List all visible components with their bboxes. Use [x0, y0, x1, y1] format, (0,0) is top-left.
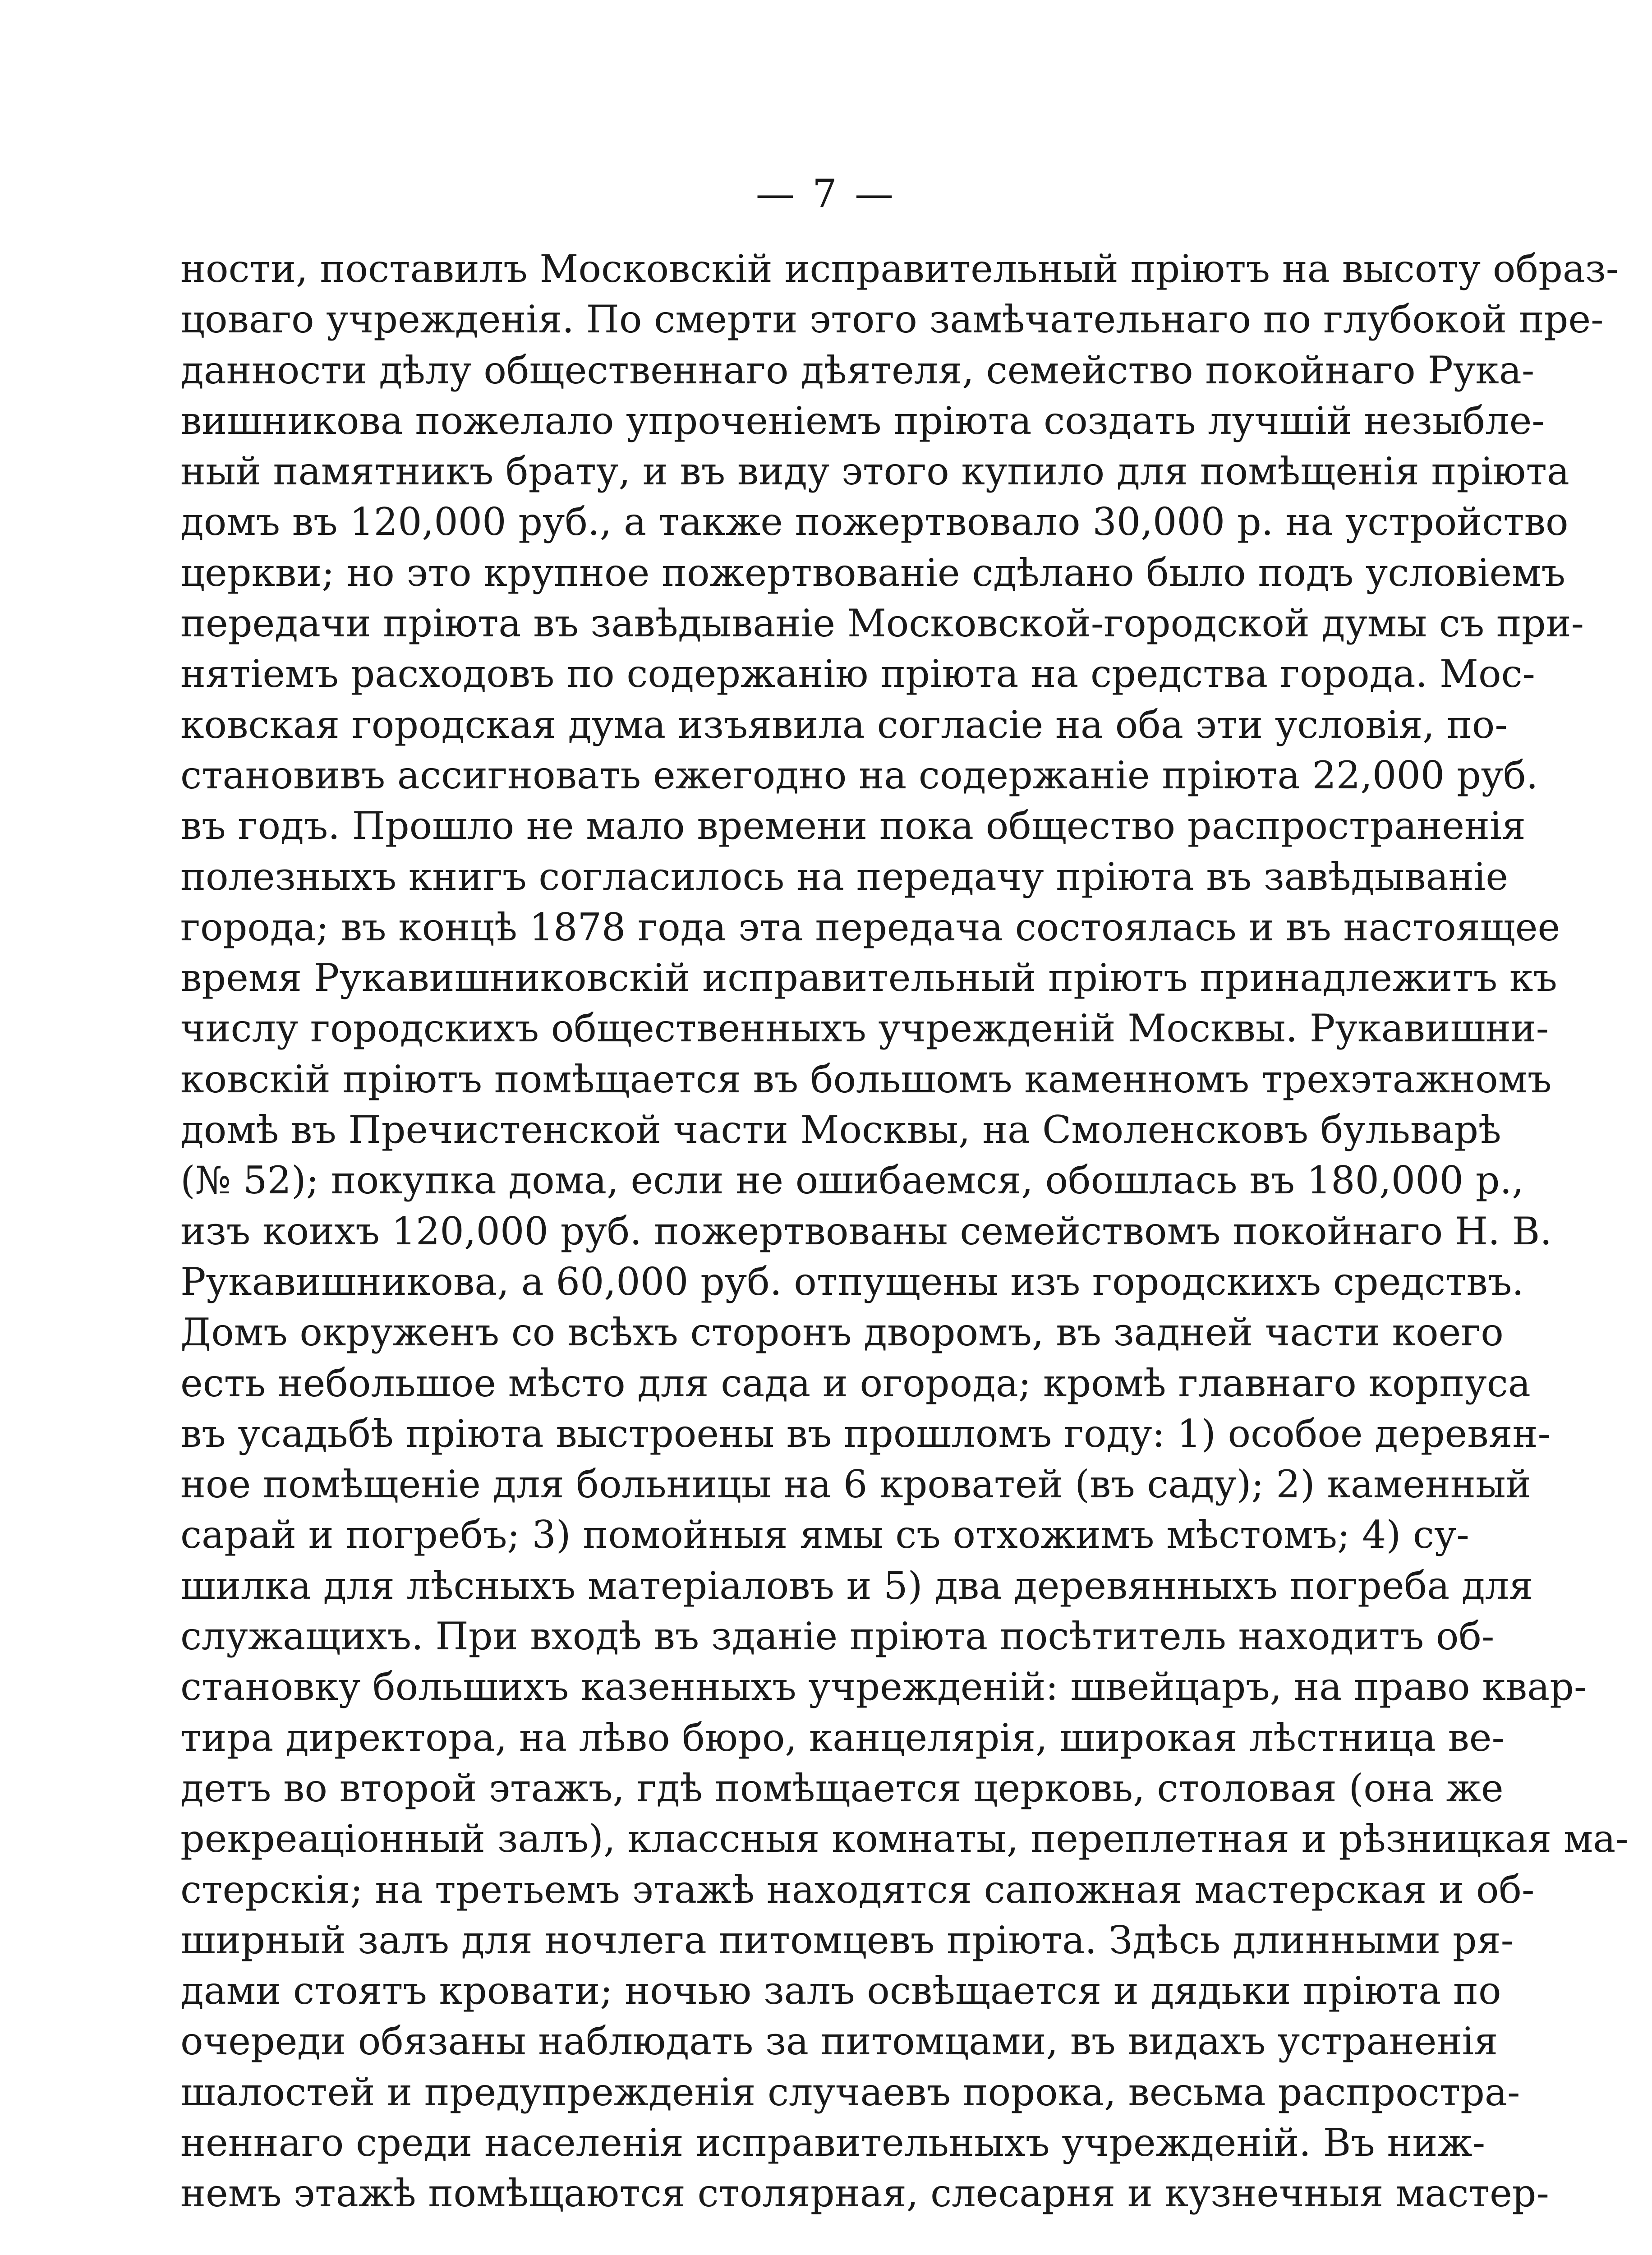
text-line: есть небольшое мѣсто для сада и огорода; кромѣ главнаго корпуса [180, 1361, 1531, 1405]
text-line: очереди обязаны наблюдать за питомцами, въ видахъ устраненія [180, 2019, 1498, 2064]
text-line: Рукавишникова, а 60,000 руб. отпущены изъ городскихъ средствъ. [180, 1259, 1524, 1304]
text-line: числу городскихъ общественныхъ учрежденій Москвы. Рукавишни- [180, 1006, 1549, 1051]
text-line: рекреаціонный залъ), классныя комнаты, переплетная и рѣзницкая ма- [180, 1817, 1629, 1861]
text-line: ковскій пріютъ помѣщается въ большомъ каменномъ трехэтажномъ [180, 1057, 1552, 1101]
text-line: становку большихъ казенныхъ учрежденій: швейцаръ, на право квар- [180, 1665, 1587, 1709]
text-line: детъ во второй этажъ, гдѣ помѣщается церковь, столовая (она же [180, 1766, 1504, 1810]
text-line: ковская городская дума изъявила согласіе на оба эти условія, по- [180, 702, 1508, 747]
text-line: въ годъ. Прошло не мало времени пока общество распространенія [180, 804, 1526, 848]
text-line: сарай и погребъ; 3) помойныя ямы съ отхожимъ мѣстомъ; 4) су- [180, 1513, 1469, 1557]
text-line: вишникова пожелало упроченіемъ пріюта создать лучшій незыбле- [180, 398, 1545, 443]
text-line: шалостей и предупрежденія случаевъ порока, весьма распростра- [180, 2070, 1520, 2114]
text-line: время Рукавишниковскій исправительный пріютъ принадлежитъ къ [180, 956, 1557, 1000]
text-line: служащихъ. При входѣ въ зданіе пріюта посѣтитель находитъ об- [180, 1614, 1495, 1659]
text-line: домъ въ 120,000 руб., а также пожертвовало 30,000 р. на устройство [180, 500, 1569, 544]
text-line: дами стоятъ кровати; ночью залъ освѣщается и дядьки пріюта по [180, 1969, 1501, 2013]
text-line: церкви; но это крупное пожертвованіе сдѣлано было подъ условіемъ [180, 550, 1565, 595]
page-number: — 7 — [755, 171, 897, 216]
text-line: тира директора, на лѣво бюро, канцелярія, широкая лѣстница ве- [180, 1715, 1505, 1760]
text-line: ный памятникъ брату, и въ виду этого купило для помѣщенія пріюта [180, 449, 1569, 494]
text-line: города; въ концѣ 1878 года эта передача состоялась и въ настоящее [180, 905, 1560, 949]
text-line: (№ 52); покупка дома, если не ошибаемся, обошлась въ 180,000 р., [180, 1158, 1524, 1203]
text-line: шилка для лѣсныхъ матеріаловъ и 5) два деревянныхъ погреба для [180, 1563, 1533, 1608]
text-line: ное помѣщеніе для больницы на 6 кроватей (въ саду); 2) каменный [180, 1462, 1531, 1507]
text-line: немъ этажѣ помѣщаются столярная, слесарня и кузнечныя мастер- [180, 2171, 1549, 2216]
text-line: изъ коихъ 120,000 руб. пожертвованы семействомъ покойнаго Н. В. [180, 1209, 1552, 1253]
text-line: данности дѣлу общественнаго дѣятеля, семейство покойнаго Рука- [180, 348, 1535, 392]
text-line: полезныхъ книгъ согласилось на передачу пріюта въ завѣдываніе [180, 854, 1509, 899]
text-line: ности, поставилъ Московскій исправительный пріютъ на высоту образ- [180, 247, 1619, 291]
text-line: цоваго учрежденія. По смерти этого замѣчательнаго по глубокой пре- [180, 297, 1604, 342]
text-line: Домъ окруженъ со всѣхъ сторонъ дворомъ, въ задней части коего [180, 1310, 1504, 1355]
text-line: передачи пріюта въ завѣдываніе Московской-городской думы съ при- [180, 601, 1584, 646]
text-line: неннаго среди населенія исправительныхъ учрежденій. Въ ниж- [180, 2120, 1486, 2165]
text-line: домѣ въ Пречистенской части Москвы, на Смоленсковъ бульварѣ [180, 1108, 1501, 1152]
body-text [180, 244, 1629, 2219]
text-line: становивъ ассигновать ежегодно на содержаніе пріюта 22,000 руб. [180, 753, 1538, 797]
text-line: въ усадьбѣ пріюта выстроены въ прошломъ году: 1) особое деревян- [180, 1411, 1551, 1456]
text-line: нятіемъ расходовъ по содержанію пріюта на средства города. Мос- [180, 652, 1535, 696]
text-line: ширный залъ для ночлега питомцевъ пріюта. Здѣсь длинными ря- [180, 1918, 1514, 1962]
text-line: стерскія; на третьемъ этажѣ находятся сапожная мастерская и об- [180, 1867, 1535, 1912]
